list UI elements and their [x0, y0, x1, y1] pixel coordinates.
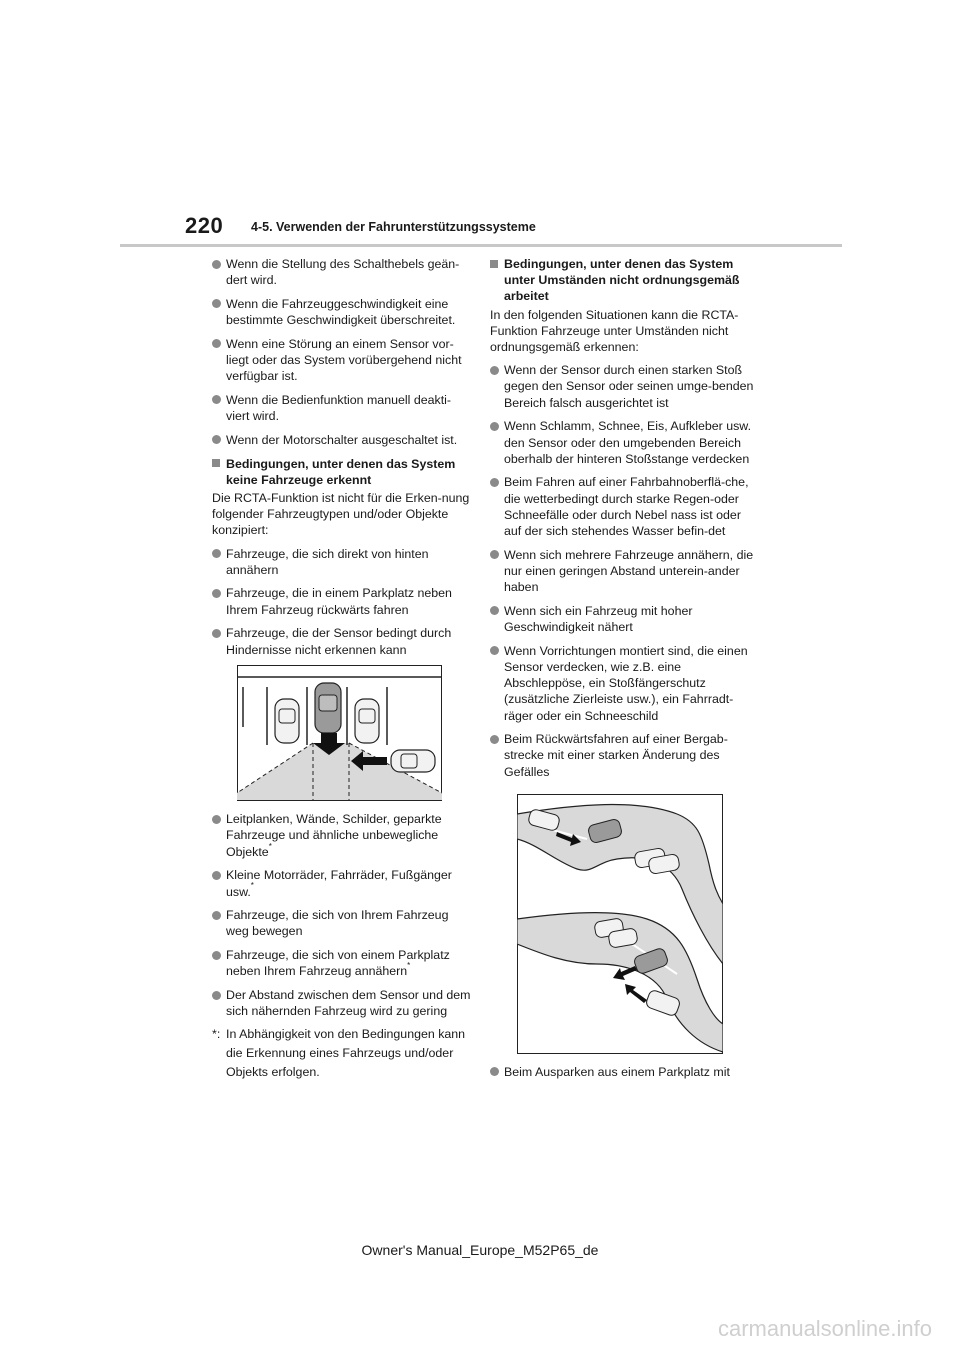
list-item: Leitplanken, Wände, Schilder, geparkte Fahrzeuge und ähnliche unbewegliche Objekte* — [212, 811, 474, 860]
list-item: Wenn die Bedienfunktion manuell deakti-viert wird. — [212, 392, 474, 424]
list-item: Fahrzeuge, die der Sensor bedingt durch Hindernisse nicht erkennen kann — [212, 625, 474, 657]
bullet-icon — [212, 589, 221, 598]
list-item: Der Abstand zwischen dem Sensor und dem sich nähernden Fahrzeug wird zu gering — [212, 987, 474, 1019]
section-title: 4-5. Verwenden der Fahrunterstützungssysteme — [251, 220, 536, 234]
bullet-icon — [490, 478, 499, 487]
footnote: *: In Abhängigkeit von den Bedingungen kann die Erkennung eines Fahrzeugs und/oder Objekts erfolgen. — [212, 1027, 466, 1079]
bullet-icon — [490, 646, 499, 655]
bullet-icon — [490, 366, 499, 375]
bullet-icon — [212, 395, 221, 404]
list-item: Fahrzeuge, die in einem Parkplatz neben Ihrem Fahrzeug rückwärts fahren — [212, 585, 474, 617]
footnote-mark: *: — [212, 1027, 221, 1041]
list-item: Fahrzeuge, die sich direkt von hinten annähern — [212, 546, 474, 578]
bullet-icon — [212, 629, 221, 638]
bullet-icon — [212, 435, 221, 444]
bullet-icon — [490, 422, 499, 431]
section-heading: Bedingungen, unter denen das System keine Fahrzeuge erkennt — [212, 456, 474, 488]
list-item: Wenn sich ein Fahrzeug mit hoher Geschwindigkeit nähert — [490, 603, 758, 635]
bullet-icon — [490, 606, 499, 615]
list-item: Wenn der Sensor durch einen starken Stoß gegen den Sensor oder seinen umge-benden Bereich falsch ausgerichtet ist — [490, 362, 758, 411]
list-item: Fahrzeuge, die sich von einem Parkplatz neben Ihrem Fahrzeug annähern* — [212, 947, 474, 979]
bullet-icon — [212, 911, 221, 920]
list-item: Wenn der Motorschalter ausgeschaltet ist. — [212, 432, 474, 448]
left-column — [212, 256, 474, 1082]
bullet-icon — [212, 260, 221, 269]
list-item: Beim Fahren auf einer Fahrbahnoberflä-che, die wetterbedingt durch starke Regen-oder Schneefälle oder durch Nebel nass ist oder auf der sich stehendes Wasser befin-det — [490, 474, 758, 539]
watermark: carmanualsonline.info — [717, 1316, 932, 1341]
bullet-icon — [212, 815, 221, 824]
bullet-icon — [490, 735, 499, 744]
bullet-icon — [212, 991, 221, 1000]
list-item: Beim Ausparken aus einem Parkplatz mit — [490, 1064, 758, 1080]
bullet-icon — [212, 339, 221, 348]
list-item: Wenn die Fahrzeuggeschwindigkeit eine bestimmte Geschwindigkeit überschreitet. — [212, 296, 474, 328]
bullet-icon — [212, 951, 221, 960]
right-column — [490, 256, 758, 1088]
list-item: Wenn sich mehrere Fahrzeuge annähern, die nur einen geringen Abstand unterein-ander haben — [490, 547, 758, 596]
bullet-icon — [490, 1067, 499, 1076]
intro-paragraph: In den folgenden Situationen kann die RCTA-Funktion Fahrzeuge unter Umständen nicht ordnungsgemäß erkennen: — [490, 307, 739, 355]
bullet-icon — [212, 299, 221, 308]
list-item: Fahrzeuge, die sich von Ihrem Fahrzeug weg bewegen — [212, 907, 474, 939]
footer-manual-id: Owner's Manual_Europe_M52P65_de — [361, 1242, 599, 1258]
bullet-icon — [212, 871, 221, 880]
parking-lot-illustration — [237, 665, 442, 801]
list-item: Wenn Vorrichtungen montiert sind, die einen Sensor verdecken, wie z.B. eine Abschleppöse, ein Stoßfängerschutz (zusätzliche Zierleiste usw.), ein Fahrradt-räger oder ein Schneeschild — [490, 643, 758, 724]
bullet-icon — [490, 550, 499, 559]
square-bullet-icon — [212, 459, 220, 467]
square-bullet-icon — [490, 260, 498, 268]
list-item: Kleine Motorräder, Fahrräder, Fußgänger usw.* — [212, 867, 474, 899]
slope-road-illustration — [517, 794, 723, 1054]
section-heading: Bedingungen, unter denen das System unter Umständen nicht ordnungsgemäß arbeitet — [490, 256, 758, 305]
list-item: Wenn Schlamm, Schnee, Eis, Aufkleber usw. den Sensor oder den umgebenden Bereich oberhalb der hinteren Stoßstange verdecken — [490, 418, 758, 467]
list-item: Wenn die Stellung des Schalthebels geän-dert wird. — [212, 256, 474, 288]
intro-paragraph: Die RCTA-Funktion ist nicht für die Erken-nung folgender Fahrzeugtypen und/oder Objekte konzipiert: — [212, 490, 470, 538]
list-item: Wenn eine Störung an einem Sensor vor-liegt oder das System vorübergehend nicht verfügbar ist. — [212, 336, 474, 385]
list-item: Beim Rückwärtsfahren auf einer Bergab-strecke mit einer starken Änderung des Gefälles — [490, 731, 758, 780]
bullet-icon — [212, 549, 221, 558]
header-divider — [120, 244, 842, 247]
page-number: 220 — [185, 213, 224, 238]
